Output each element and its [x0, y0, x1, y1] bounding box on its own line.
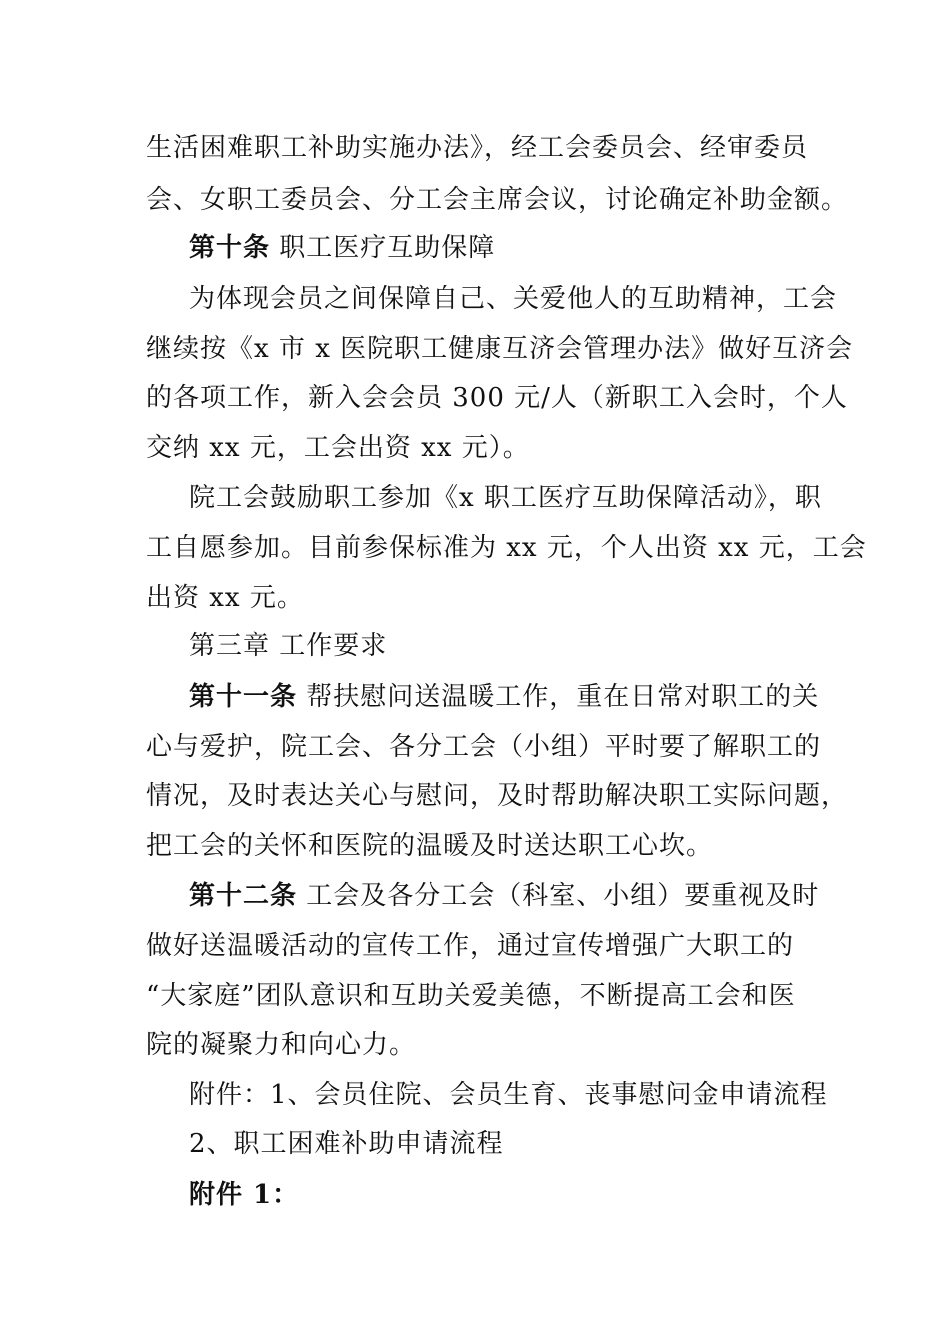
body-text-line: [146, 581, 806, 615]
attachment-heading: [189, 1178, 806, 1212]
line-text: 2、职工困难补助申请流程: [189, 1129, 504, 1159]
article-number: 第十二条: [189, 881, 298, 911]
attachments-line: [189, 1127, 806, 1161]
line-text: 院工会鼓励职工参加《x 职工医疗互助保障活动》，职: [189, 483, 822, 513]
line-text: 的各项工作，新入会会员 300 元/人（新职工入会时，个人: [146, 383, 848, 413]
chapter-heading: [189, 629, 806, 663]
body-text-line: [146, 829, 806, 863]
line-text: 情况，及时表达关心与慰问，及时帮助解决职工实际问题，: [146, 781, 849, 811]
article-title: 职工医疗互助保障: [270, 233, 496, 263]
line-text: 做好送温暖活动的宣传工作，通过宣传增强广大职工的: [146, 931, 795, 961]
article-paragraph-start: [189, 879, 820, 913]
line-text: 会、女职工委员会、分工会主席会议，讨论确定补助金额。: [146, 185, 849, 215]
chapter-title: 第三章 工作要求: [189, 631, 388, 661]
line-text: 把工会的关怀和医院的温暖及时送达职工心坎。: [146, 831, 714, 861]
line-text: 工自愿参加。目前参保标准为 xx 元，个人出资 xx 元，工会: [146, 533, 867, 563]
attachment-title: 附件 1：: [189, 1180, 300, 1210]
line-text: 院的凝聚力和向心力。: [146, 1030, 417, 1060]
article-number: 第十一条: [189, 682, 298, 712]
body-text-line: [146, 332, 854, 366]
body-text-line: [146, 131, 809, 165]
body-text-line: [146, 431, 806, 465]
line-text: “大家庭”团队意识和互助关爱美德，不断提高工会和医: [146, 981, 796, 1011]
body-text-line: [146, 531, 867, 565]
article-heading: [189, 231, 806, 265]
article-paragraph-start: [189, 680, 820, 714]
line-text: 附件：1、会员住院、会员生育、丧事慰问金申请流程: [189, 1080, 828, 1110]
body-text-line: [146, 183, 849, 217]
line-text: 工会及各分工会（科室、小组）要重视及时: [297, 881, 820, 911]
body-text-line: [146, 979, 806, 1013]
body-text-line: [146, 779, 849, 813]
line-text: 为体现会员之间保障自己、关爱他人的互助精神，工会: [189, 284, 838, 314]
line-text: 心与爱护，院工会、各分工会（小组）平时要了解职工的: [146, 732, 822, 762]
line-text: 出资 xx 元。: [146, 583, 304, 613]
line-text: 生活困难职工补助实施办法》，经工会委员会、经审委员: [146, 133, 809, 163]
body-text-line: [146, 929, 806, 963]
body-text-line: [189, 481, 822, 515]
line-text: 帮扶慰问送温暖工作，重在日常对职工的关: [297, 682, 820, 712]
attachments-line: [189, 1078, 828, 1112]
line-text: 继续按《x 市 x 医院职工健康互济会管理办法》做好互济会: [146, 334, 854, 364]
body-text-line: [189, 282, 838, 316]
body-text-line: [146, 1028, 806, 1062]
body-text-line: [146, 381, 848, 415]
article-number: 第十条: [189, 233, 271, 263]
line-text: 交纳 xx 元，工会出资 xx 元）。: [146, 433, 530, 463]
body-text-line: [146, 730, 822, 764]
